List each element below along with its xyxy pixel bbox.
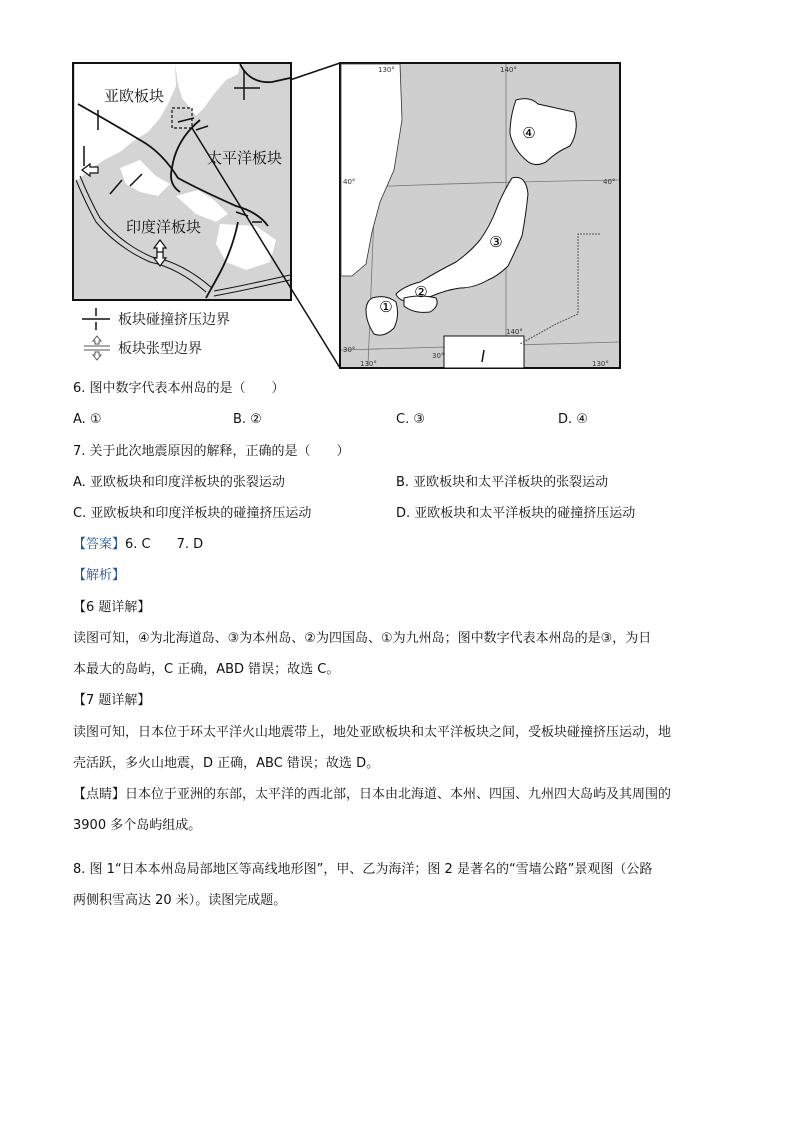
d6-line1: 读图可知，④为北海道岛、③为本州岛、②为四国岛、①为九州岛；图中数字代表本州岛的是③，为日 — [73, 631, 652, 646]
plate-map — [73, 63, 291, 300]
q8-line1: 8. 图 1“日本本州岛局部地区等高线地形图”，甲、乙为海洋；图 2 是著名的“雪墙公路”景观图（公路 — [73, 862, 653, 877]
point-text: 日本位于亚洲的东部，太平洋的西北部，日本由北海道、本州、四国、九州四大岛屿及其周围的 — [125, 787, 672, 802]
figure-svg — [0, 0, 794, 380]
d7-line2: 壳活跃，多火山地震，D 正确，ABC 错误；故选 D。 — [73, 756, 380, 771]
deg-40-right: 40° — [603, 178, 616, 186]
q7-option-c[interactable]: C. 亚欧板块和印度洋板块的碰撞挤压运动 — [73, 506, 312, 521]
label-eurasian-plate: 亚欧板块 — [104, 87, 165, 105]
marker-1: ① — [379, 298, 393, 316]
deg-130-bottom: 130° — [360, 360, 377, 368]
answer-line — [73, 536, 203, 554]
d6-line2: 本最大的岛屿，C 正确，ABD 错误；故选 C。 — [73, 662, 340, 677]
analysis-tag: 【解析】 — [73, 568, 126, 583]
q6-option-c[interactable]: C. ③ — [396, 412, 425, 427]
legend-collision-label: 板块碰撞挤压边界 — [118, 312, 230, 328]
marker-3: ③ — [489, 233, 503, 251]
point-tag: 【点睛】 — [73, 787, 126, 802]
q7-option-d[interactable]: D. 亚欧板块和太平洋板块的碰撞挤压运动 — [396, 506, 636, 521]
marker-2: ② — [414, 283, 428, 301]
q6-stem: 6. 图中数字代表本州岛的是（ ） — [73, 381, 285, 396]
q7-stem: 7. 关于此次地震原因的解释，正确的是（ ） — [73, 444, 350, 459]
label-pacific-plate: 太平洋板块 — [207, 149, 283, 167]
q6-option-d[interactable]: D. ④ — [558, 412, 588, 427]
deg-40-left: 40° — [343, 178, 356, 186]
figure — [0, 0, 794, 380]
q7-option-a[interactable]: A. 亚欧板块和印度洋板块的张裂运动 — [73, 475, 285, 490]
q6-option-b[interactable]: B. ② — [233, 412, 262, 427]
q7-option-b[interactable]: B. 亚欧板块和太平洋板块的张裂运动 — [396, 475, 609, 490]
d7-line1: 读图可知，日本位于环太平洋火山地震带上，地处亚欧板块和太平洋板块之间，受板块碰撞挤压运动，地 — [73, 725, 672, 740]
legend — [82, 308, 230, 360]
d7-tag: 【7 题详解】 — [73, 693, 151, 708]
label-indian-plate: 印度洋板块 — [126, 218, 202, 236]
answer-tag: 【答案】 — [73, 537, 126, 552]
q6-option-a[interactable]: A. ① — [73, 412, 102, 427]
deg-140-bottom: 140° — [506, 328, 523, 336]
collision-boundary-symbol — [82, 308, 110, 330]
deg-140-top: 140° — [500, 66, 517, 74]
japan-map — [340, 63, 620, 368]
deg-130-right: 130° — [592, 360, 609, 368]
deg-130-top: 130° — [378, 66, 395, 74]
deg-30-left: 30° — [343, 346, 356, 354]
point-line1 — [73, 786, 671, 804]
point-line2: 3900 多个岛屿组成。 — [73, 818, 202, 833]
legend-divergent-label: 板块张型边界 — [118, 341, 202, 357]
divergent-boundary-symbol — [84, 336, 110, 360]
q8-line2: 两侧积雪高达 20 米）。读图完成题。 — [73, 893, 287, 908]
deg-30-mid: 30° — [432, 352, 445, 360]
marker-4: ④ — [522, 124, 536, 142]
d6-tag: 【6 题详解】 — [73, 600, 151, 615]
answer-text: 6. C 7. D — [125, 537, 204, 552]
